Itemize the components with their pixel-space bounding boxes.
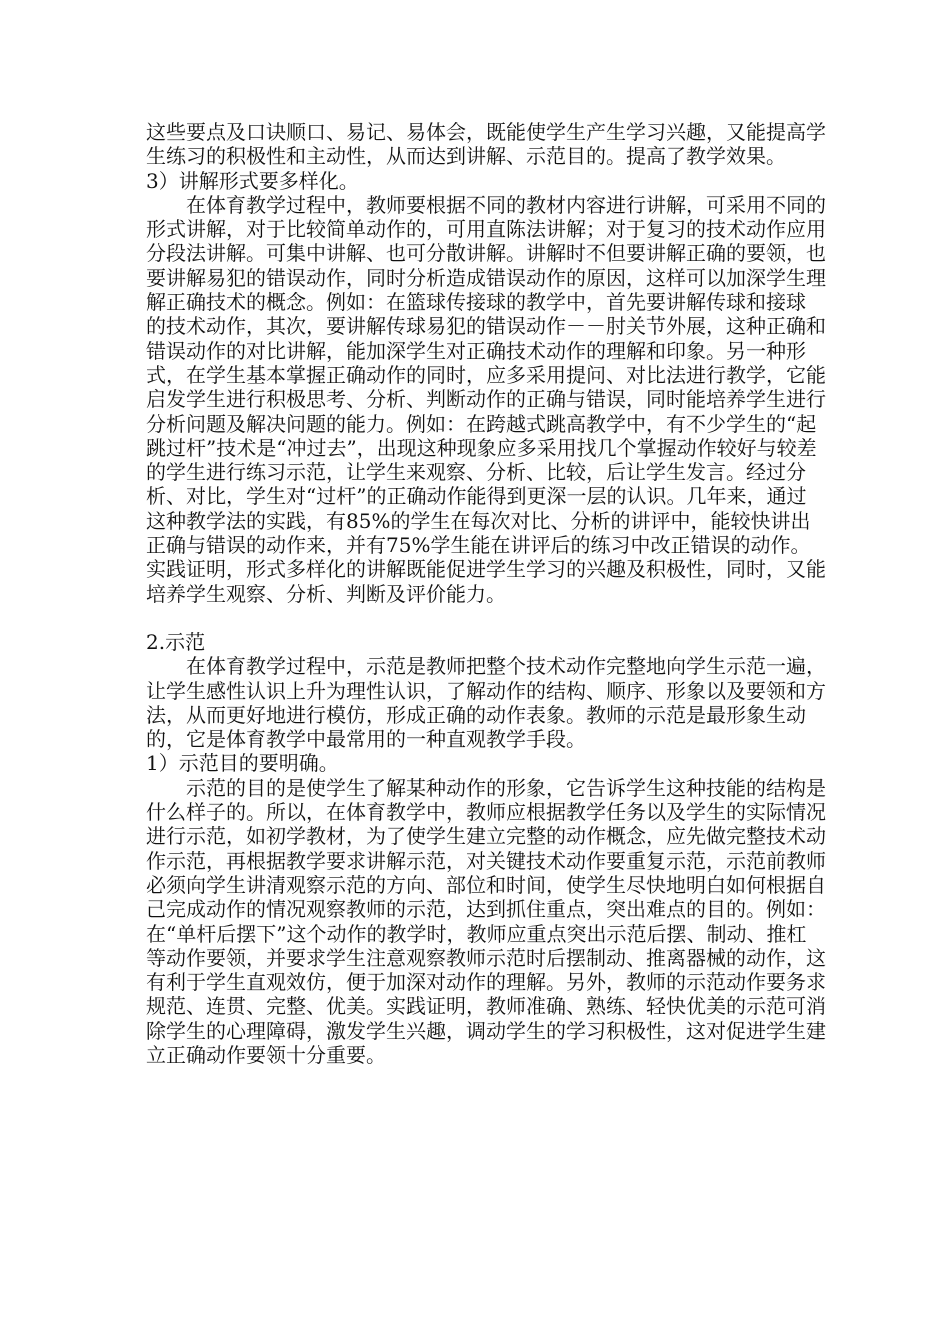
document-body	[146, 120, 826, 1067]
body-paragraph: 这些要点及口诀顺口、易记、易体会，既能使学生产生学习兴趣，又能提高学生练习的积极性和主动性，从而达到讲解、示范目的。提高了教学效果。	[146, 120, 826, 169]
section-heading-demonstration: 2.示范	[146, 629, 206, 654]
body-paragraph: 在体育教学过程中，示范是教师把整个技术动作完整地向学生示范一遍，让学生感性认识上升为理性认识，了解动作的结构、顺序、形象以及要领和方法，从而更好地进行模仿，形成正确的动作表象。教师的示范是最形象生动的，它是体育教学中最常用的一种直观教学手段。	[146, 654, 826, 752]
subheading-lecture-forms: 3）讲解形式要多样化。	[146, 168, 359, 193]
body-paragraph: 在体育教学过程中，教师要根据不同的教材内容进行讲解，可采用不同的形式讲解，对于比较简单动作的，可用直陈法讲解；对于复习的技术动作应用分段法讲解。可集中讲解、也可分散讲解。讲解时不但要讲解正确的要领，也要讲解易犯的错误动作，同时分析造成错误动作的原因，这样可以加深学生理解正确技术的概念。例如：在篮球传接球的教学中，首先要讲解传球和接球 的技术动作，其次，要讲解传球易犯的错误动作－－肘关节外展，这种正确和错误动作的对比讲解，能加深学生对正确技术动作的理解和印象。另一种形式，在学生基本掌握正确动作的同时，应多采用提问、对比法进行教学，它能启发学生进行积极思考、分析、判断动作的正确与错误，同时能培养学生进行分析问题及解决问题的能力。例如：在跨越式跳高教学中，有不少学生的“起跳过杆”技术是“冲过去”，出现这种现象应多采用找几个掌握动作较好与较差的学生进行练习示范，让学生来观察、分析、比较，后让学生发言。经过分析、对比，学生对“过杆”的正确动作能得到更深一层的认识。几年来，通过这种教学法的实践，有85%的学生在每次对比、分析的讲评中，能较快讲出正确与错误的动作来，并有75%学生能在讲评后的练习中改正错误的动作。实践证明，形式多样化的讲解既能促进学生学习的兴趣及积极性，同时，又能培养学生观察、分析、判断及评价能力。	[146, 192, 826, 606]
body-paragraph: 示范的目的是使学生了解某种动作的形象，它告诉学生这种技能的结构是什么样子的。所以，在体育教学中，教师应根据教学任务以及学生的实际情况进行示范，如初学教材，为了使学生建立完整的动作概念，应先做完整技术动作示范，再根据教学要求讲解示范，对关键技术动作要重复示范，示范前教师必须向学生讲清观察示范的方向、部位和时间，使学生尽快地明白如何根据自己完成动作的情况观察教师的示范，达到抓住重点，突出难点的目的。例如：在“单杆后摆下”这个动作的教学时，教师应重点突出示范后摆、制动、推杠等动作要领，并要求学生注意观察教师示范时后摆制动、推离器械的动作，这有利于学生直观效仿，便于加深对动作的理解。另外，教师的示范动作要务求规范、连贯、完整、优美。实践证明，教师准确、熟练、轻快优美的示范可消除学生的心理障碍，激发学生兴趣，调动学生的学习积极性，这对促进学生建立正确动作要领十分重要。	[146, 775, 826, 1067]
subheading-demonstration-purpose: 1）示范目的要明确。	[146, 751, 339, 776]
